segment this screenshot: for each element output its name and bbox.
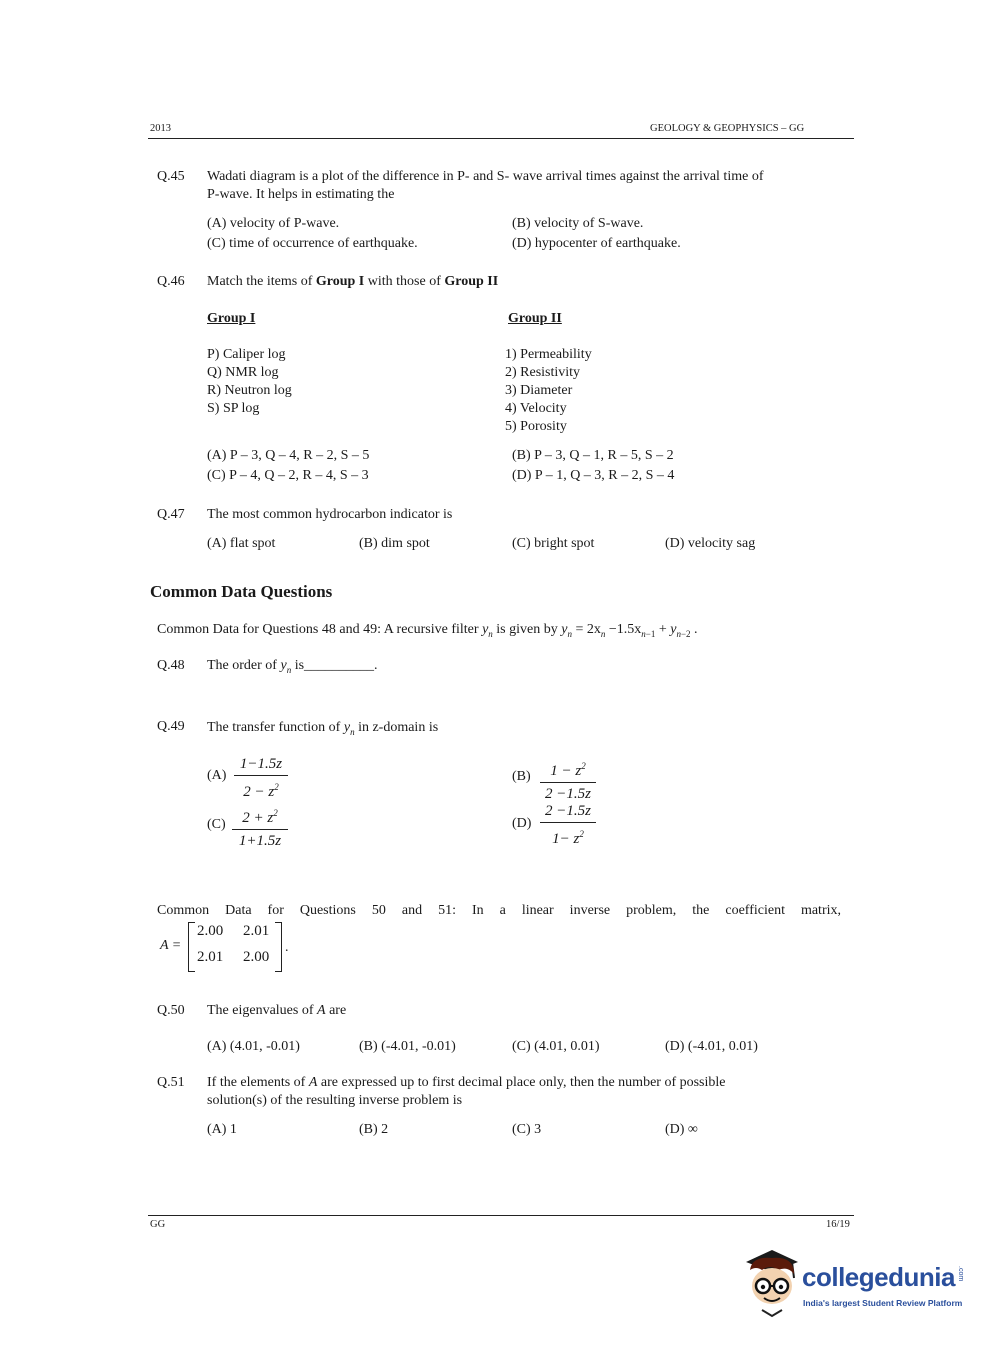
q47-number: Q.47 — [157, 507, 185, 522]
q46-option-a: (A) P – 3, Q – 4, R – 2, S – 5 — [207, 448, 370, 463]
logo-com: .com — [957, 1266, 964, 1282]
group2-title: Group II — [508, 311, 562, 326]
group1-item: P) Caliper log — [207, 347, 286, 362]
q49-option-a-fraction: 1−1.5z $2 - z^2$ — [232, 753, 290, 803]
q49-option-c-fraction: $2 + z^2$ 1+1.5z — [230, 802, 290, 852]
matrix-cell: 2.01 — [243, 923, 270, 939]
q49-option-d-fraction: 2 −1.5z $1- z^2$ — [538, 800, 598, 850]
common-data-50-51: Common Data for Questions 50 and 51: In a linear inverse problem, the coefficient matrix, — [157, 903, 841, 918]
coefficient-matrix — [188, 922, 282, 970]
mascot-icon — [742, 1248, 802, 1318]
q50-number: Q.50 — [157, 1003, 185, 1018]
q49-number: Q.49 — [157, 719, 185, 734]
common-data-title: Common Data Questions — [150, 582, 333, 601]
q49-option-c-label: (C) — [207, 817, 226, 832]
footer-code: GG — [150, 1219, 166, 1230]
q48-number: Q.48 — [157, 658, 185, 673]
group2-item: 2) Resistivity — [505, 365, 581, 380]
q50-option-b: (B) (-4.01, -0.01) — [359, 1039, 456, 1054]
q45-number: Q.45 — [157, 169, 185, 184]
q45-option-a: (A) velocity of P-wave. — [207, 216, 340, 231]
q49-option-a-label: (A) — [207, 768, 227, 783]
matrix-cell: 2.00 — [197, 923, 224, 939]
q46-number: Q.46 — [157, 274, 185, 289]
group2-item: 3) Diameter — [505, 383, 573, 398]
collegedunia-logo — [742, 1248, 972, 1318]
group1-item: S) SP log — [207, 401, 260, 416]
header-subject: GEOLOGY & GEOPHYSICS – GG — [650, 123, 805, 134]
group2-item: 4) Velocity — [505, 401, 567, 416]
q51-text-line1: If the elements of A are expressed up to first decimal place only, then the number of possible — [207, 1075, 726, 1090]
q46-text: Match the items of Group I with those of Group II — [207, 274, 499, 289]
q49-option-b-label: (B) — [512, 769, 531, 784]
q48-text: The order of $y_n$ is__________. — [207, 658, 378, 675]
q47-option-b: (B) dim spot — [359, 536, 430, 551]
group1-item: R) Neutron log — [207, 383, 292, 398]
matrix-cell: 2.00 — [243, 949, 270, 965]
group2-item: 1) Permeability — [505, 347, 592, 362]
header-rule — [148, 138, 854, 139]
q49-option-b-fraction: $1 - z^2$ 2 −1.5z — [538, 755, 598, 805]
q45-option-c: (C) time of occurrence of earthquake. — [207, 236, 418, 251]
q51-text-line2: solution(s) of the resulting inverse problem is — [207, 1093, 463, 1108]
header-year: 2013 — [150, 123, 171, 134]
q45-text-line1: Wadati diagram is a plot of the difference in P- and S- wave arrival times against the arrival time of — [207, 169, 764, 184]
footer-rule — [148, 1215, 854, 1216]
q51-option-d: (D) ∞ — [665, 1122, 698, 1137]
logo-tagline: India's largest Student Review Platform — [803, 1298, 963, 1308]
matrix-label: A = — [160, 938, 182, 953]
q50-option-a: (A) (4.01, -0.01) — [207, 1039, 300, 1054]
group1-title: Group I — [207, 311, 256, 326]
group2-item: 5) Porosity — [505, 419, 567, 434]
footer-page: 16/19 — [826, 1219, 850, 1230]
q45-option-b: (B) velocity of S-wave. — [512, 216, 644, 231]
common-data-48-49: Common Data for Questions 48 and 49: A recursive filter $y_n$ is given by $y_n = 2x_n -1.5x_{n-1} + y_{n-2}$ . — [157, 622, 698, 639]
q45-text-line2: P-wave. It helps in estimating the — [207, 187, 395, 202]
q47-option-c: (C) bright spot — [512, 536, 595, 551]
q45-option-d: (D) hypocenter of earthquake. — [512, 236, 681, 251]
q51-option-b: (B) 2 — [359, 1122, 389, 1137]
q46-option-c: (C) P – 4, Q – 2, R – 4, S – 3 — [207, 468, 369, 483]
matrix-cell: 2.01 — [197, 949, 224, 965]
q51-option-a: (A) 1 — [207, 1122, 237, 1137]
q50-option-d: (D) (-4.01, 0.01) — [665, 1039, 758, 1054]
q51-number: Q.51 — [157, 1075, 185, 1090]
matrix-period: . — [285, 940, 289, 955]
q47-option-a: (A) flat spot — [207, 536, 276, 551]
q49-option-d-label: (D) — [512, 816, 532, 831]
q50-option-c: (C) (4.01, 0.01) — [512, 1039, 600, 1054]
q46-option-b: (B) P – 3, Q – 1, R – 5, S – 2 — [512, 448, 674, 463]
q49-text: The transfer function of $y_n$ in z-domain is — [207, 720, 439, 737]
group1-item: Q) NMR log — [207, 365, 279, 380]
q47-text: The most common hydrocarbon indicator is — [207, 507, 453, 522]
q51-option-c: (C) 3 — [512, 1122, 542, 1137]
q47-option-d: (D) velocity sag — [665, 536, 756, 551]
logo-brand: collegedunia — [802, 1262, 955, 1292]
q50-text: The eigenvalues of A are — [207, 1003, 347, 1018]
q46-option-d: (D) P – 1, Q – 3, R – 2, S – 4 — [512, 468, 675, 483]
